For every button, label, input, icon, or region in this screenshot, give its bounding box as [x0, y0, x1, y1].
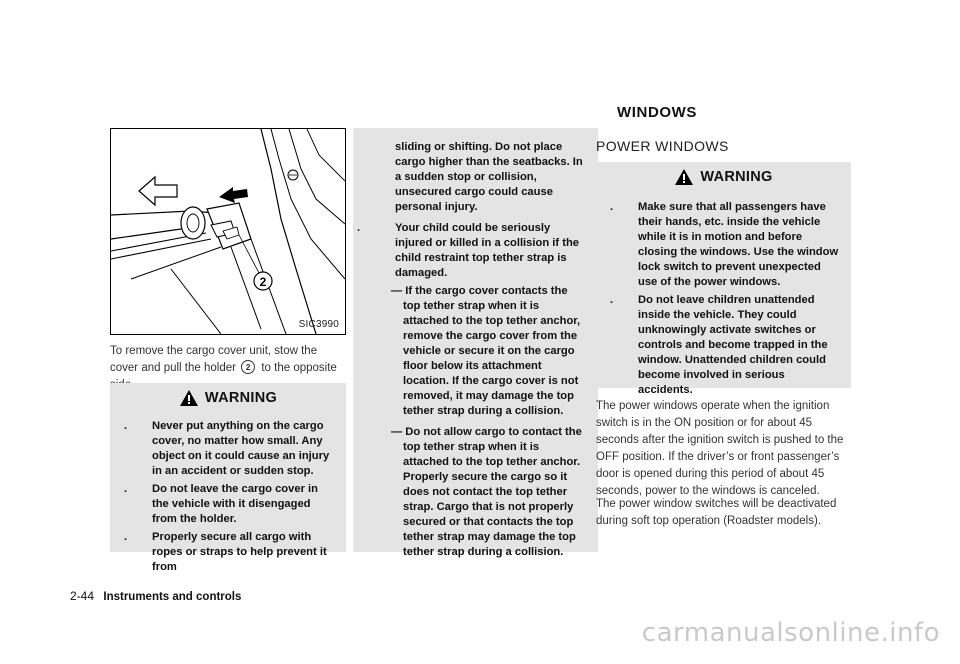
cargo-holder-drawing	[111, 129, 345, 334]
callout-number: 2	[259, 275, 267, 289]
warning-triangle-icon	[674, 168, 694, 186]
warning-item-text: Your child could be seriously injured or killed in a collision if the child restraint top tether strap is damaged.	[395, 222, 579, 279]
bullet: .	[124, 420, 128, 432]
bullet: .	[610, 201, 614, 213]
warning-box-power-windows	[596, 162, 851, 396]
figure-code: SIC3990	[298, 319, 339, 330]
warning-item	[124, 530, 336, 575]
warning-label: WARNING	[204, 390, 278, 406]
warning-item-text: Make sure that all passengers have their hands, etc. inside the vehicle while it is in motion and before closing the windows. Use the window lock switch to prevent unexpected use of the power windows.	[638, 201, 839, 288]
warning-header	[596, 162, 851, 192]
intro-text-before: To remove the cargo cover unit, stow the cover and pull the holder	[110, 345, 318, 374]
warning-subitem: — If the cargo cover contacts the top tether strap when it is attached to the top tether anchor, remove the cargo cover from the vehicle or secure it on the cargo floor below its attachment location. If the cargo cover is not removed, it may damage the top tether strap during a collision.	[391, 285, 581, 417]
warning-header	[110, 383, 346, 413]
warning-box-continued	[353, 128, 598, 558]
bullet: .	[124, 531, 128, 543]
section-title: WINDOWS	[617, 104, 698, 121]
chapter-name: Instruments and controls	[103, 591, 242, 603]
cargo-cover-illustration	[110, 128, 346, 335]
page-number: 2-44	[70, 589, 95, 603]
warning-item	[610, 293, 841, 398]
page-footer	[70, 589, 241, 603]
paragraph: The power windows operate when the ignition switch is in the ON position or for about 45 seconds after the ignition switch is pushed to the OFF position. If the driver’s or front passenger’s door is opened during this period of about 45 seconds, power to the windows is canceled.	[596, 400, 844, 497]
paragraph: The power window switches will be deactivated during soft top operation (Roadster models).	[596, 498, 837, 527]
bullet: .	[124, 483, 128, 495]
bullet: .	[357, 222, 361, 234]
warning-box-cargo-cover	[110, 383, 346, 573]
warning-label: WARNING	[700, 169, 773, 185]
intro-text-after: to the opposite	[261, 362, 337, 374]
warning-continuation: sliding or shifting. Do not place cargo higher than the seatbacks. In a sudden stop or collision, unsecured cargo could cause personal injury.	[395, 141, 583, 213]
warning-item-text: Properly secure all cargo with ropes or straps to help prevent it from	[152, 531, 327, 573]
warning-item-text: Do not leave children unattended inside the vehicle. They could unknowingly activate switches or controls and become trapped in the window. Unattended children could become involved in serious accidents.	[638, 294, 828, 396]
subsection-title: POWER WINDOWS	[596, 138, 729, 154]
warning-item-text: Do not leave the cargo cover in the vehicle with it disengaged from the holder.	[152, 483, 318, 525]
holder-number-badge: 2	[241, 360, 255, 374]
warning-item	[610, 200, 841, 290]
site-watermark: carmanualsonline.info	[641, 618, 940, 648]
warning-item	[124, 419, 336, 479]
bullet: .	[610, 294, 614, 306]
warning-item	[124, 482, 336, 527]
warning-item-text: Never put anything on the cargo cover, no matter how small. Any object on it could cause an injury in an accident or sudden stop.	[152, 420, 330, 477]
warning-item	[357, 221, 588, 281]
warning-subitem: — Do not allow cargo to contact the top tether strap when it is attached to the top tether anchor. Properly secure the cargo so it does not contact the top tether strap. Cargo that is not properly secured or that contacts the top tether strap may damage the top tether strap during a collision.	[391, 426, 582, 558]
warning-triangle-icon	[179, 389, 199, 407]
